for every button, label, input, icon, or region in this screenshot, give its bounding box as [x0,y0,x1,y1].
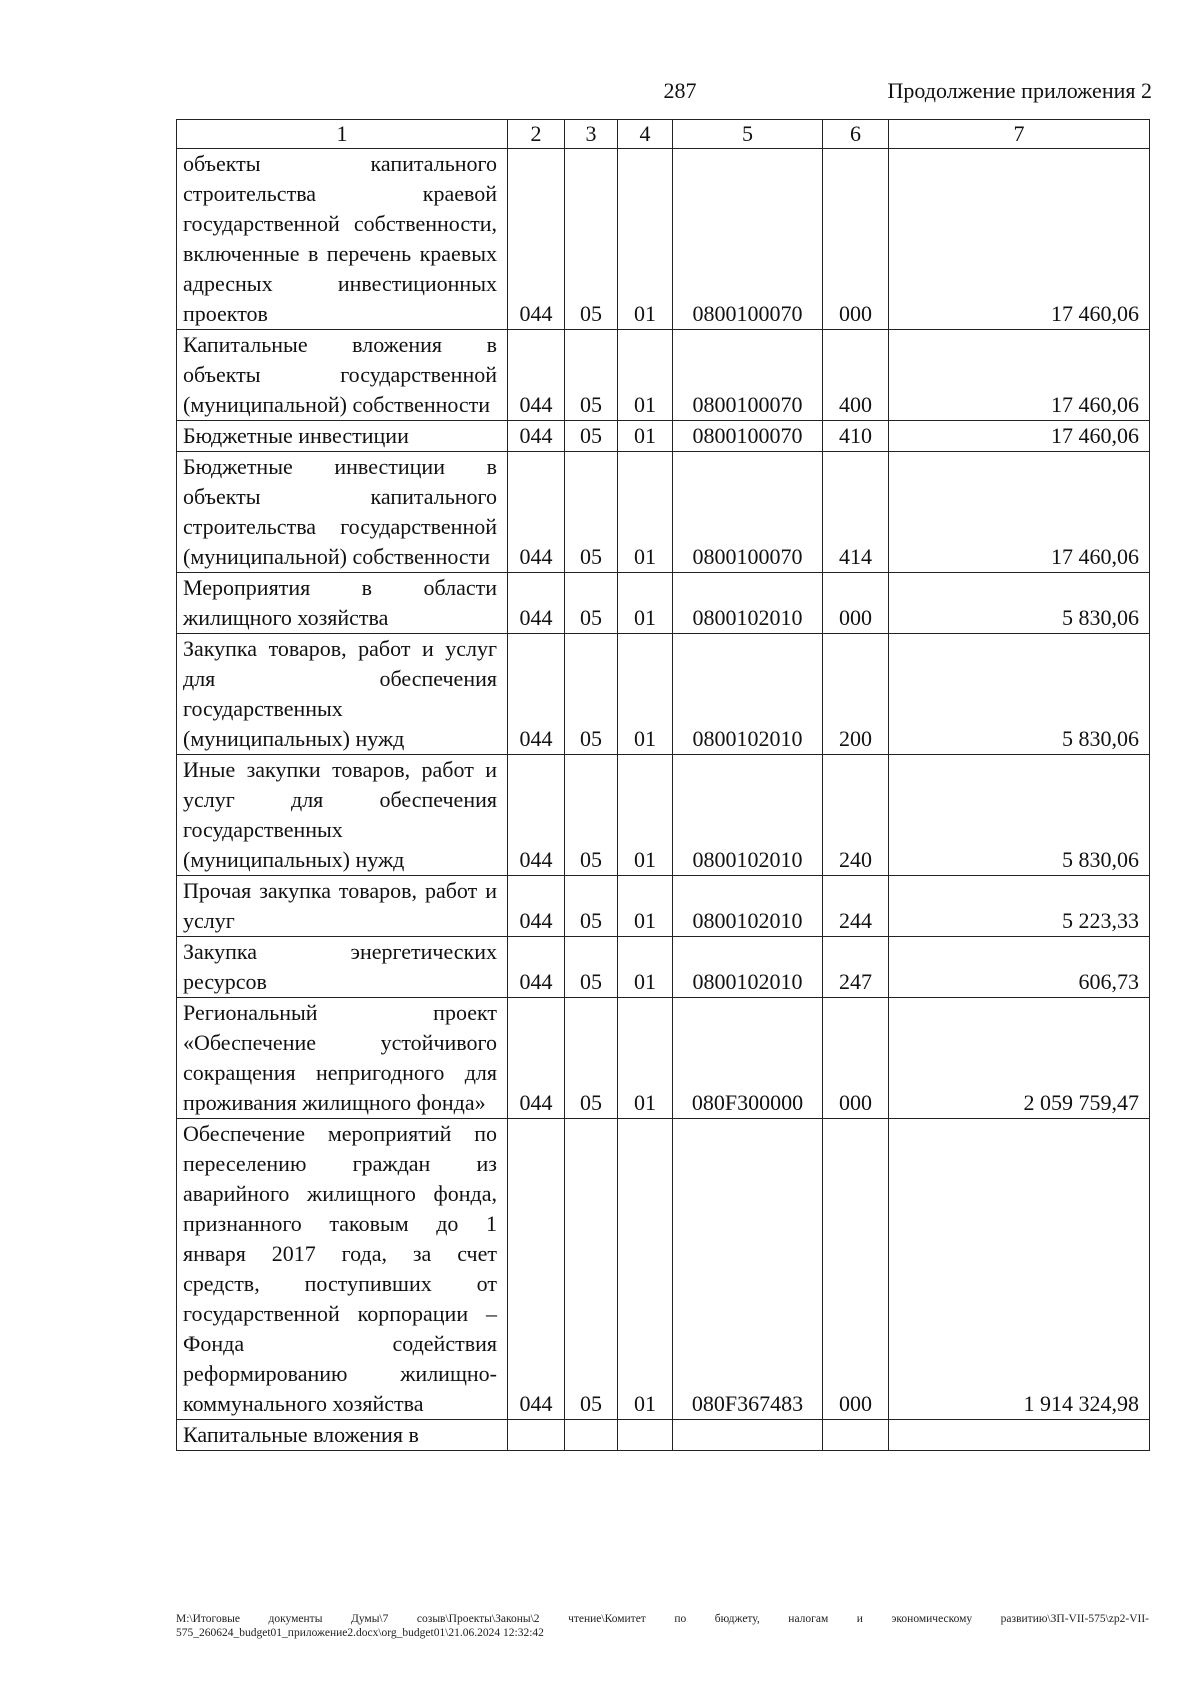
row-name-cell: Бюджетные инвестиции в объекты капитального строительства государственной (муниципальной) собственности [177,452,508,573]
header-cell-6: 6 [823,120,889,149]
target-article-cell: 0800102010 [673,573,823,634]
amount-cell: 5 830,06 [889,634,1150,755]
table-row [177,1119,1150,1420]
amount-cell: 606,73 [889,937,1150,998]
expense-type-cell: 247 [823,937,889,998]
section-cell: 05 [565,998,618,1119]
expense-type-cell: 240 [823,755,889,876]
code-admin-cell: 044 [508,755,565,876]
amount-cell: 2 059 759,47 [889,998,1150,1119]
page-number: 287 [663,78,697,103]
code-admin-cell: 044 [508,149,565,330]
table-row [177,755,1150,876]
table-row [177,573,1150,634]
document-path-footer: M:\Итоговые документы Думы\7 созыв\Проекты\Законы\2 чтение\Комитет по бюджету, налогам и экономическому развитию\ЗП-VII-575\zp2-VII-575_260624_budget01_приложение2.docx\org_budget01\21.06.2024 12:32:42 [176,1613,1149,1639]
subsection-cell: 01 [618,755,673,876]
amount-cell: 17 460,06 [889,330,1150,421]
expense-type-cell: 000 [823,998,889,1119]
section-cell: 05 [565,149,618,330]
row-name-cell: Иные закупки товаров, работ и услуг для обеспечения государственных (муниципальных) нужд [177,755,508,876]
code-admin-cell: 044 [508,1119,565,1420]
row-name-cell: Прочая закупка товаров, работ и услуг [177,876,508,937]
row-name-cell: Региональный проект «Обеспечение устойчивого сокращения непригодного для проживания жилищного фонда» [177,998,508,1119]
subsection-cell [618,1420,673,1451]
expense-type-cell: 400 [823,330,889,421]
section-cell [565,1420,618,1451]
target-article-cell: 0800100070 [673,421,823,452]
amount-cell: 17 460,06 [889,149,1150,330]
header-cell-3: 3 [565,120,618,149]
expense-type-cell: 414 [823,452,889,573]
row-name-cell: Закупка энергетических ресурсов [177,937,508,998]
table-row [177,421,1150,452]
subsection-cell: 01 [618,876,673,937]
amount-cell: 1 914 324,98 [889,1119,1150,1420]
table-row [177,330,1150,421]
expense-type-cell: 000 [823,149,889,330]
amount-cell: 5 830,06 [889,573,1150,634]
target-article-cell: 0800102010 [673,876,823,937]
expense-type-cell: 410 [823,421,889,452]
row-name-cell: Закупка товаров, работ и услуг для обеспечения государственных (муниципальных) нужд [177,634,508,755]
row-name-cell: Капитальные вложения в [177,1420,508,1451]
row-name-cell: Бюджетные инвестиции [177,421,508,452]
code-admin-cell: 044 [508,330,565,421]
target-article-cell: 0800100070 [673,149,823,330]
header-cell-1: 1 [177,120,508,149]
table-row [177,149,1150,330]
target-article-cell: 0800102010 [673,755,823,876]
table-row [177,634,1150,755]
target-article-cell: 0800100070 [673,330,823,421]
subsection-cell: 01 [618,937,673,998]
expense-type-cell: 000 [823,1119,889,1420]
table-row [177,452,1150,573]
header-cell-5: 5 [673,120,823,149]
amount-cell: 17 460,06 [889,452,1150,573]
code-admin-cell: 044 [508,452,565,573]
target-article-cell: 0800102010 [673,937,823,998]
section-cell: 05 [565,421,618,452]
code-admin-cell: 044 [508,998,565,1119]
section-cell: 05 [565,573,618,634]
subsection-cell: 01 [618,149,673,330]
header-cell-7: 7 [889,120,1150,149]
header-cell-2: 2 [508,120,565,149]
subsection-cell: 01 [618,421,673,452]
subsection-cell: 01 [618,1119,673,1420]
row-name-cell: Обеспечение мероприятий по переселению граждан из аварийного жилищного фонда, признанного таковым до 1 января 2017 года, за счет средств, поступивших от государственной корпорации – Фонда содействия реформированию жилищно-коммунального хозяйства [177,1119,508,1420]
code-admin-cell: 044 [508,421,565,452]
target-article-cell: 080F367483 [673,1119,823,1420]
header-row [177,120,1150,149]
target-article-cell: 080F300000 [673,998,823,1119]
table-row [177,937,1150,998]
section-cell: 05 [565,452,618,573]
expense-type-cell: 200 [823,634,889,755]
amount-cell: 17 460,06 [889,421,1150,452]
subsection-cell: 01 [618,634,673,755]
table-row [177,876,1150,937]
budget-table [176,119,1150,1451]
section-cell: 05 [565,937,618,998]
section-cell: 05 [565,876,618,937]
subsection-cell: 01 [618,573,673,634]
table-body [177,120,1150,1451]
section-cell: 05 [565,330,618,421]
expense-type-cell: 244 [823,876,889,937]
section-cell: 05 [565,1119,618,1420]
row-name-cell: Капитальные вложения в объекты государственной (муниципальной) собственности [177,330,508,421]
target-article-cell: 0800100070 [673,452,823,573]
amount-cell [889,1420,1150,1451]
amount-cell: 5 223,33 [889,876,1150,937]
row-name-cell: объекты капитального строительства краевой государственной собственности, включенные в перечень краевых адресных инвестиционных проектов [177,149,508,330]
code-admin-cell [508,1420,565,1451]
code-admin-cell: 044 [508,573,565,634]
section-cell: 05 [565,634,618,755]
target-article-cell [673,1420,823,1451]
subsection-cell: 01 [618,330,673,421]
table-row [177,1420,1150,1451]
subsection-cell: 01 [618,998,673,1119]
section-cell: 05 [565,755,618,876]
expense-type-cell [823,1420,889,1451]
subsection-cell: 01 [618,452,673,573]
amount-cell: 5 830,06 [889,755,1150,876]
row-name-cell: Мероприятия в области жилищного хозяйства [177,573,508,634]
table-row [177,998,1150,1119]
target-article-cell: 0800102010 [673,634,823,755]
expense-type-cell: 000 [823,573,889,634]
code-admin-cell: 044 [508,937,565,998]
continuation-label: Продолжение приложения 2 [887,78,1152,103]
code-admin-cell: 044 [508,876,565,937]
code-admin-cell: 044 [508,634,565,755]
header-cell-4: 4 [618,120,673,149]
